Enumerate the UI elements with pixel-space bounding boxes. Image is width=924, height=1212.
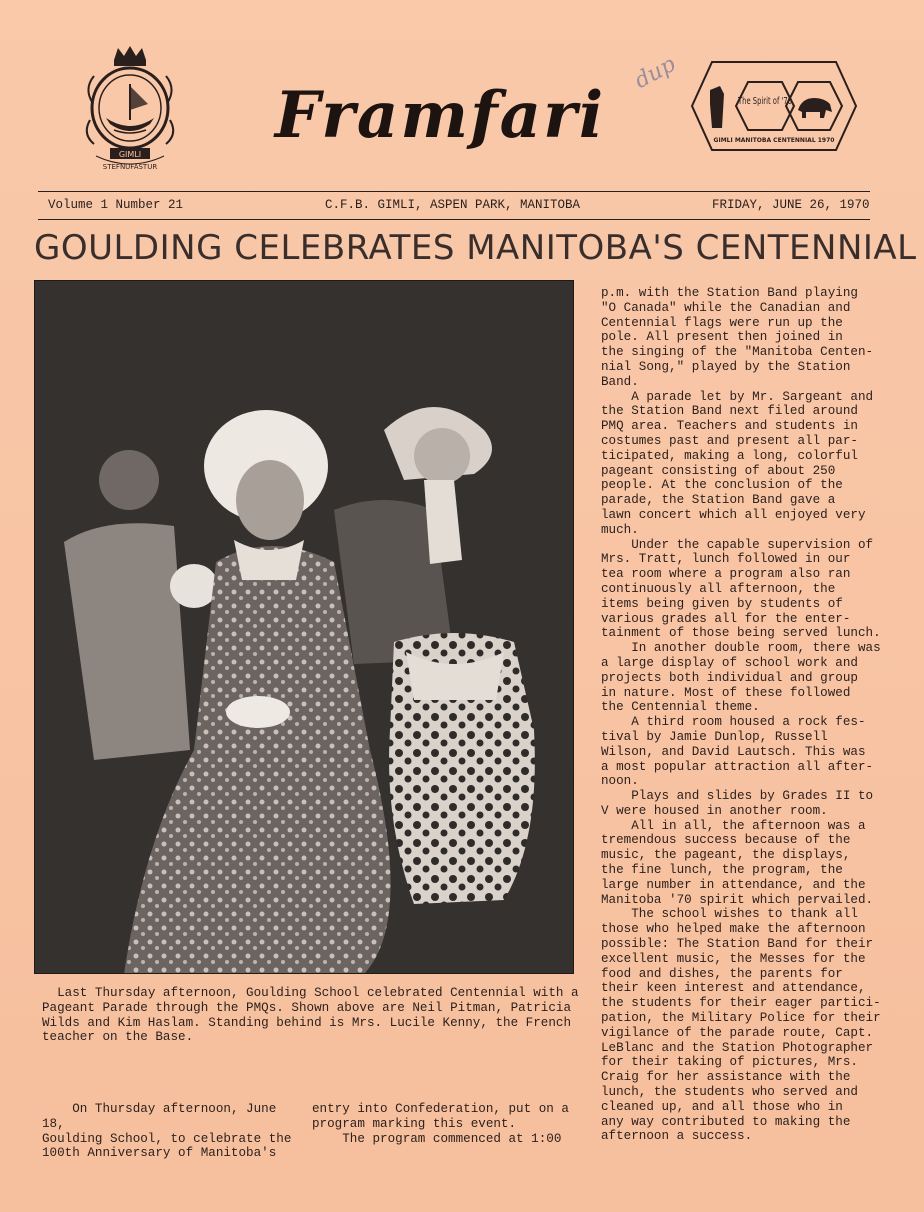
photo-caption: Last Thursday afternoon, Goulding School celebrated Centennial with a Pageant Parade through the PMQs. Shown above are Neil Pitman, Patricia Wilds and Kim Haslam. Standing behind is Mrs. Lucile Kenny, the French teacher on the Base. [42, 986, 579, 1045]
masthead-rule-bottom [38, 219, 870, 220]
gimli-crest-icon [80, 44, 180, 174]
handwritten-note-text: dup [630, 51, 680, 94]
masthead-rule-top [38, 191, 870, 192]
crest-badge-text: GIMLI [118, 150, 142, 159]
crest-motto-text: STEFNUFASTUR [102, 163, 158, 171]
centennial-logo-icon [690, 60, 858, 152]
article-column-c: p.m. with the Station Band playing "O Canada" while the Canadian and Centennial flags were run up the pole. All present then joined in the singing of the "Manitoba Centen- nial Song," played by the Station Band. A parade let by Mr. Sargeant and the Station Band next filed around PMQ area. Teachers and students in costumes past and present all par- ticipated, making a long, colorful pageant consisting of about 250 people. At the conclusion of the parade, the Station Band gave a lawn concert which all enjoyed very much. Under the capable supervision of Mrs. Tratt, lunch followed in our tea room where a program also ran continuously all afternoon, the items being given by students of various grades all for the enter- tainment of those being served lunch. In another double room, there was a large display of school work and projects both individual and group in nature. Most of these followed the Centennial theme. A third room housed a rock fes- tival by Jamie Dunlop, Russell Wilson, and David Lautsch. This was a most popular attraction all after- noon. Plays and slides by Grades II to V were housed in another room. All in all, the afternoon was a tremendous success because of the music, the pageant, the displays, the fine lunch, the program, the large number in attendance, and the Manitoba '70 spirit which pervailed. The school wishes to thank all those who helped make the afternoon possible: The Station Band for their excellent music, the Messes for the food and dishes, the parents for their keen interest and attendance, the students for their eager partici- pation, the Military Police for their vigilance of the parade route, Capt. LeBlanc and the Station Photographer for their taking of pictures, Mrs. Craig for her assistance with the lunch, the students who served and cleaned up, and all those who in any way contributed to making the afternoon a success. [601, 286, 881, 1144]
issue-location: C.F.B. GIMLI, ASPEN PARK, MANITOBA [325, 198, 581, 212]
article-column-a: On Thursday afternoon, June 18, Goulding School, to celebrate the 100th Anniversary of Manitoba's [42, 1102, 292, 1161]
spirit-badge-text: The Spirit of '70 [737, 96, 792, 107]
issue-date: FRIDAY, JUNE 26, 1970 [712, 198, 870, 212]
masthead-title: Framfari [274, 78, 606, 153]
centennial-logo-caption: GIMLI MANITOBA CENTENNIAL 1970 [713, 137, 835, 144]
issue-volume: Volume 1 Number 21 [48, 198, 184, 212]
article-column-b: entry into Confederation, put on a program marking this event. The program commenced at 1:00 [312, 1102, 569, 1146]
headline: GOULDING CELEBRATES MANITOBA'S CENTENNIAL [34, 228, 917, 268]
pageant-photo [34, 280, 574, 974]
